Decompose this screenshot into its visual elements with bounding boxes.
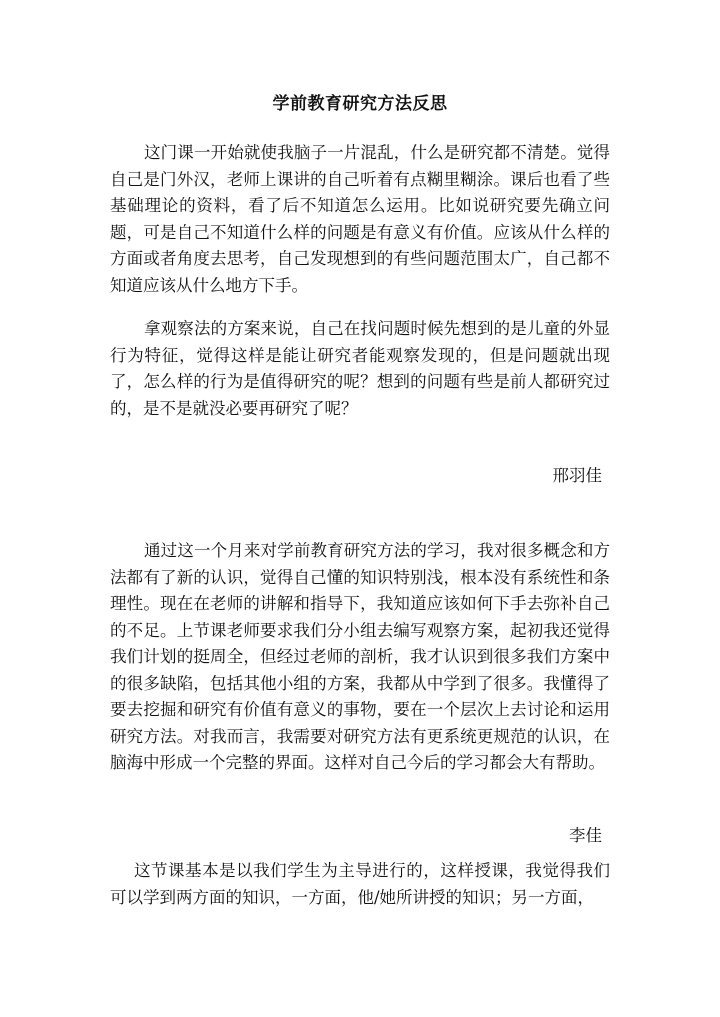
section-2-paragraph-1: 通过这一个月来对学前教育研究方法的学习，我对很多概念和方法都有了新的认识，觉得自己懂的知识特别浅，根本没有系统性和条理性。现在在老师的讲解和指导下，我知道应该如何下手去弥补自己的不足。上节课老师要求我们分小组去编写观察方案，起初我还觉得我们计划的挺周全，但经过老师的剖析，我才认识到很多我们方案中的很多缺陷，包括其他小组的方案，我都从中学到了很多。我懂得了要去挖掘和研究有价值有意义的事物，要在一个层次上去讨论和运用研究方法。对我而言，我需要对研究方法有更系统更规范的认识，在脑海中形成一个完整的界面。这样对自己今后的学习都会大有帮助。 bbox=[110, 541, 610, 772]
section-2-author: 李佳 bbox=[569, 826, 602, 845]
section-1-paragraph-1: 这门课一开始就使我脑子一片混乱，什么是研究都不清楚。觉得自己是门外汉，老师上课讲的自己听着有点糊里糊涂。课后也看了些基础理论的资料，看了后不知道怎么运用。比如说研究要先确立问题，可是自己不知道什么样的问题是有意义有价值。应该从什么样的方面或者角度去思考，自己发现想到的有些问题范围太广，自己都不知道应该从什么地方下手。 bbox=[110, 143, 610, 295]
section-3-paragraph-1: 这节课基本是以我们学生为主导进行的，这样授课，我觉得我们可以学到两方面的知识，一方面，他/她所讲授的知识；另一方面， bbox=[110, 861, 610, 907]
document-title: 学前教育研究方法反思 bbox=[272, 94, 448, 114]
section-1-author: 邢羽佳 bbox=[552, 466, 602, 485]
section-1-paragraph-2: 拿观察法的方案来说，自己在找问题时候先想到的是儿童的外显行为特征，觉得这样是能让研究者能观察发现的，但是问题就出现了，怎么样的行为是值得研究的呢？想到的问题有些是前人都研究过的，是不是就没必要再研究了呢？ bbox=[110, 319, 610, 418]
